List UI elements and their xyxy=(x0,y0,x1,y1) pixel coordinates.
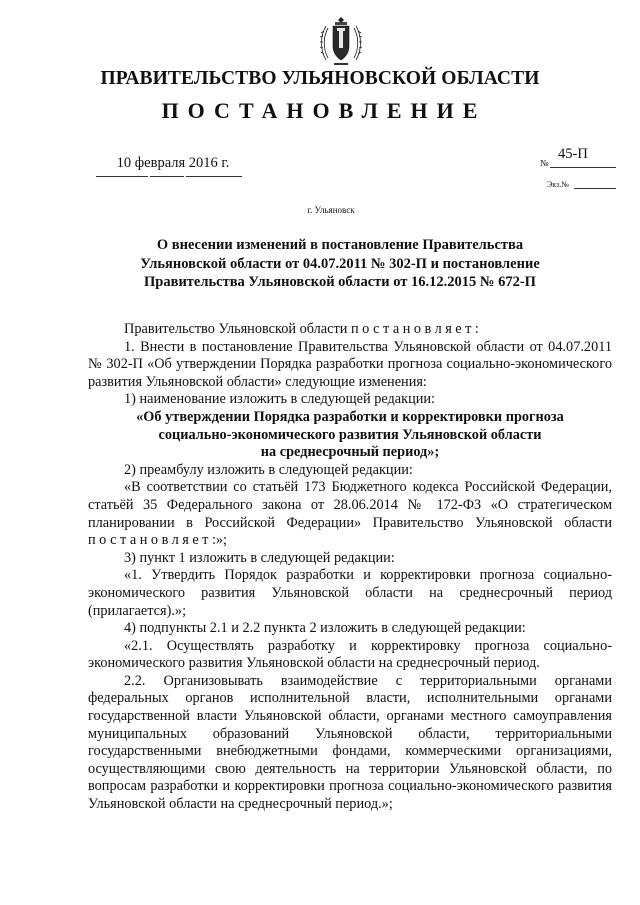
point-2-1-paragraph: «2.1. Осуществлять разработку и корректировку прогноза социально-экономического развития Ульяновской области на среднесрочный период. xyxy=(88,637,612,672)
document-subject-title xyxy=(100,236,580,292)
subitem-3-paragraph: 3) пункт 1 изложить в следующей редакции: xyxy=(124,549,395,566)
intro-paragraph xyxy=(88,321,612,339)
new-name-line-2: социально-экономического развития Ульяновской области xyxy=(158,426,542,443)
date-underline-2 xyxy=(150,176,184,177)
new-name-line-3: на среднесрочный период»; xyxy=(260,444,440,461)
preamble-paragraph xyxy=(88,479,612,549)
date-underline xyxy=(96,176,148,177)
document-date xyxy=(94,155,244,172)
subitem-4-paragraph: 4) подпункты 2.1 и 2.2 пункта 2 изложить в следующей редакции: xyxy=(124,620,526,637)
document-type-title: ПОСТАНОВЛЕНИЕ xyxy=(161,98,487,123)
intro-text: Правительство Ульяновской области xyxy=(124,321,351,337)
number-underline xyxy=(550,167,616,168)
intro-decree-word: постановляет: xyxy=(350,321,483,337)
date-underline-3 xyxy=(186,176,242,177)
preamble-decree-word: постановляет xyxy=(88,532,212,549)
number-value: 45-П xyxy=(558,146,588,162)
city-name: г. Ульяновск xyxy=(307,205,355,215)
subitem-2-paragraph: 2) преамбулу изложить в следующей редакции: xyxy=(124,461,413,478)
title-line-1: О внесении изменений в постановление Правительства xyxy=(156,237,524,253)
point-1-paragraph: «1. Утвердить Порядок разработки и корректировки прогноза социально-экономического развития Ульяновской области на среднесрочный период (прилагается).»; xyxy=(88,567,612,619)
preamble-text: «В соответствии со статьёй 173 Бюджетного кодекса Российской Федерации, статьёй 35 Федерального закона от 28.06.2014 № 172-ФЗ «О стратегическом планировании в Российской Федерации» Правительство Ульяновской области xyxy=(88,479,612,531)
new-name-line-1: «Об утверждении Порядка разработки и корректировки прогноза xyxy=(136,408,564,425)
government-title: ПРАВИТЕЛЬСТВО УЛЬЯНОВСКОЙ ОБЛАСТИ xyxy=(100,68,540,89)
number-prefix: № xyxy=(540,158,549,168)
subitem-1-paragraph: 1) наименование изложить в следующей редакции: xyxy=(124,391,435,408)
document-body xyxy=(88,321,612,814)
point-2-2-paragraph: 2.2. Организовывать взаимодействие с территориальными органами федеральных органов исполнительной власти, исполнительными органами государственной власти Ульяновской области, органами местного самоуправления муниципальных образований Ульяновской области, территориальными государственными внебюджетными фондами, коммерческими организациями, осуществляющими свою деятельность на территории Ульяновской области, по вопросам разработки и корректировки прогноза социально-экономического развития Ульяновской области на среднесрочный период.»; xyxy=(88,672,612,813)
document-date-text: 10 февраля 2016 г. xyxy=(116,155,230,171)
copy-number-label: Экз.№ xyxy=(547,180,569,189)
title-line-2: Ульяновской области от 04.07.2011 № 302-П и постановление xyxy=(140,255,540,272)
copy-number-underline xyxy=(574,188,616,189)
title-line-3: Правительства Ульяновской области от 16.12.2015 № 672-П xyxy=(144,274,536,290)
preamble-end: :»; xyxy=(211,532,228,549)
coat-of-arms-emblem xyxy=(318,14,364,70)
item-1-paragraph: 1. Внести в постановление Правительства Ульяновской области от 04.07.2011 № 302-П «Об утверждении Порядка разработки прогноза социально-экономического развития Ульяновской области» следующие изменения: xyxy=(88,338,612,390)
